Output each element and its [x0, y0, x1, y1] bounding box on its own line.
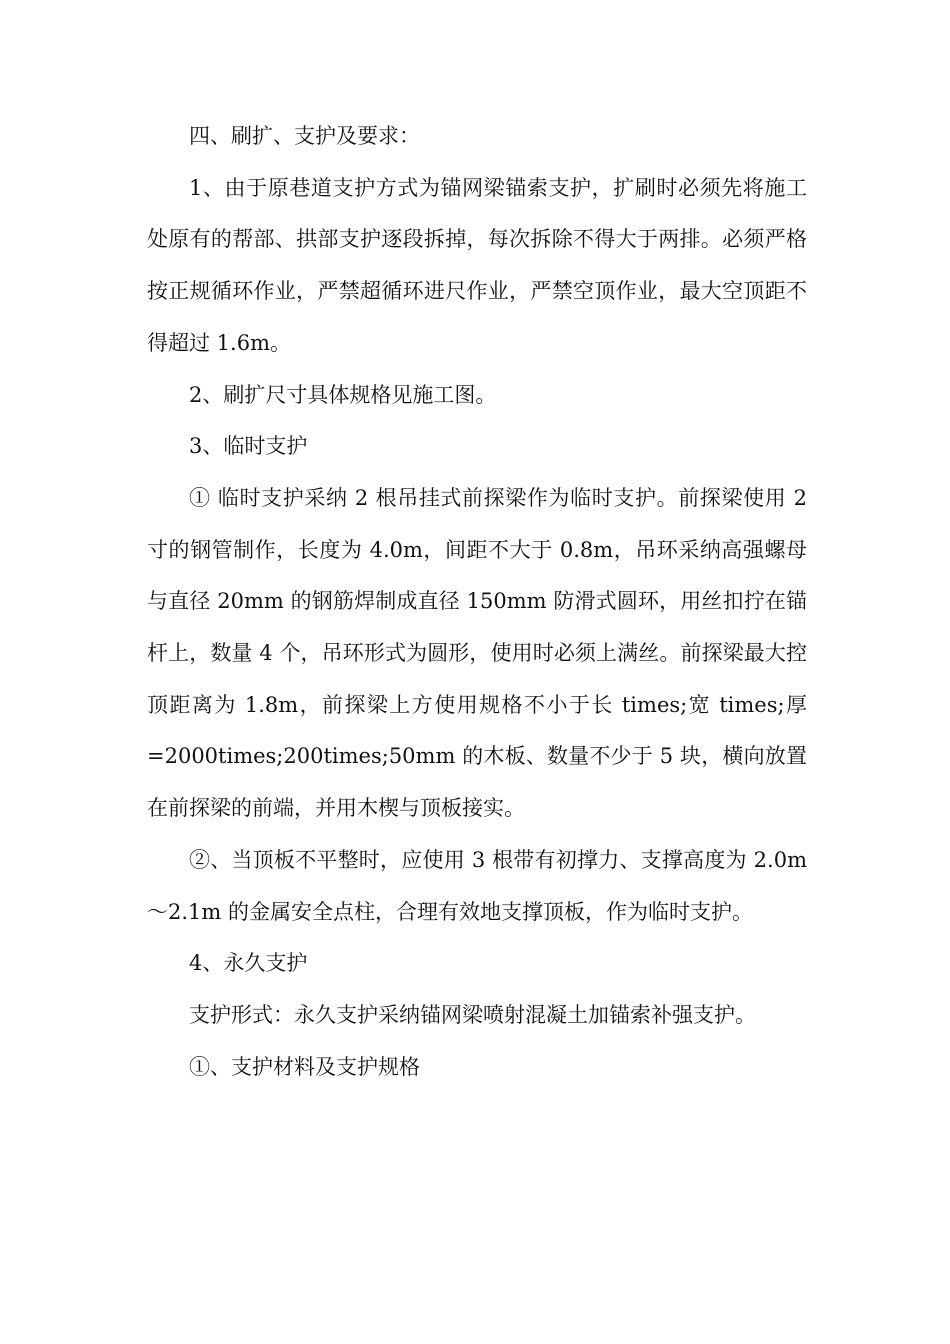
paragraph-item-2: 2、刷扩尺寸具体规格见施工图。: [189, 382, 497, 407]
subheading-materials-specs: ①、支护材料及支护规格: [189, 1054, 420, 1079]
document-body: [147, 111, 814, 1093]
paragraph-item-1: 1、由于原巷道支护方式为锚网梁锚索支护，扩刷时必须先将施工处原有的帮部、拱部支护逐段拆掉，每次拆除不得大于两排。必须严格按正规循环作业，严禁超循环进尺作业，严禁空顶作业，最大空顶距不得超过 1.6m。: [147, 175, 807, 355]
section-heading-4: 四、刷扩、支护及要求：: [189, 124, 420, 148]
paragraph-support-form: 支护形式：永久支护采纳锚网梁喷射混凝土加锚索补强支护。: [189, 1002, 756, 1027]
subheading-permanent-support: 4、永久支护: [189, 951, 308, 976]
paragraph-temporary-support-2: ②、当顶板不平整时，应使用 3 根带有初撑力、支撑高度为 2.0m～2.1m 的金属安全点柱，合理有效地支撑顶板，作为临时支护。: [147, 847, 807, 924]
subheading-temporary-support: 3、临时支护: [189, 434, 308, 459]
paragraph-temporary-support-1: ① 临时支护采纳 2 根吊挂式前探梁作为临时支护。前探梁使用 2 寸的钢管制作，长度为 4.0m，间距不大于 0.8m，吊环采纳高强螺母与直径 20mm 的钢筋焊制成直径 150mm 防滑式圆环，用丝扣拧在锚杆上，数量 4 个，吊环形式为圆形，使用时必须上满丝。前探梁最大控顶距离为 1.8m，前探梁上方使用规格不小于长 times;宽 times;厚=2000times;200times;50mm 的木板、数量不少于 5 块，横向放置在前探梁的前端，并用木楔与顶板接实。: [147, 485, 814, 821]
